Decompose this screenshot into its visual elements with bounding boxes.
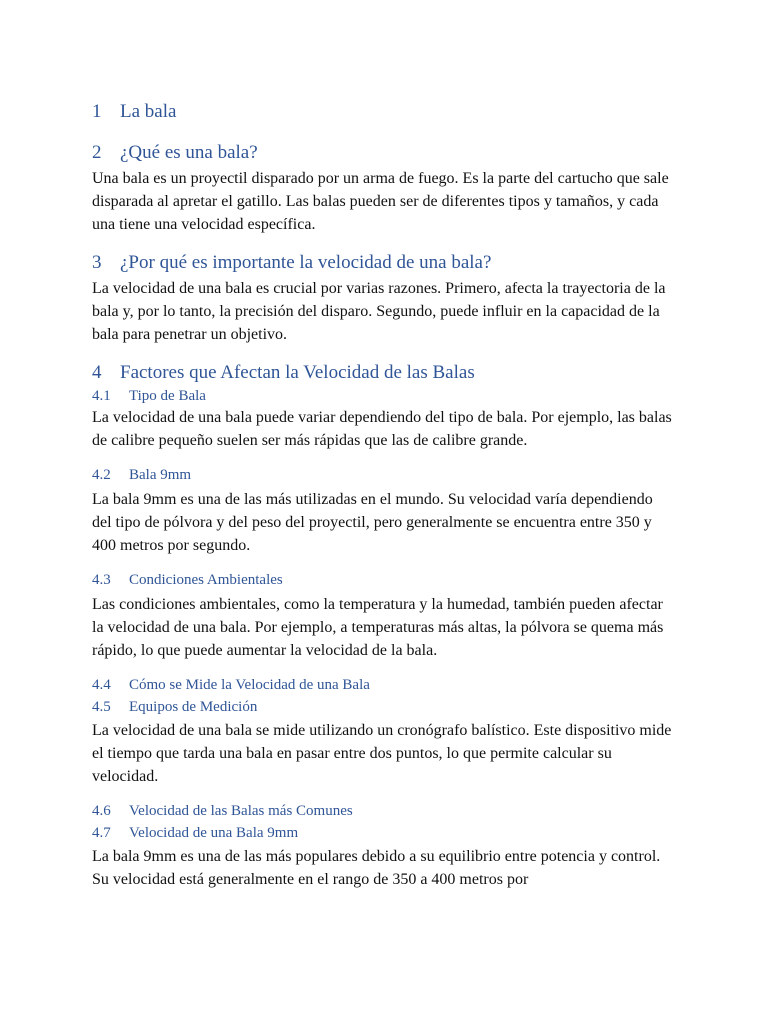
paragraph-velocidad-9mm: La bala 9mm es una de las más populares debido a su equilibrio entre potencia y control. Su velocidad está generalmente en el rango de 350 a 400 metros por xyxy=(92,848,661,888)
heading-4 xyxy=(92,360,672,386)
subheading-title: Velocidad de las Balas más Comunes xyxy=(129,803,353,819)
heading-2 xyxy=(92,140,672,166)
subheading-4-3 xyxy=(92,570,672,590)
subheading-4-6 xyxy=(92,801,672,821)
subheading-number: 4.3 xyxy=(92,572,111,588)
paragraph-condiciones-ambientales: Las condiciones ambientales, como la temperatura y la humedad, también pueden afectar la velocidad de una bala. Por ejemplo, a temperaturas más altas, la pólvora se quema más rápido, lo que puede aumentar la velocidad de la bala. xyxy=(92,596,664,659)
heading-number: 2 xyxy=(92,142,102,163)
heading-number: 4 xyxy=(92,362,102,383)
heading-title: ¿Qué es una bala? xyxy=(120,142,258,163)
heading-3 xyxy=(92,250,672,276)
heading-1 xyxy=(92,99,672,125)
subheading-title: Condiciones Ambientales xyxy=(129,572,283,588)
subheading-number: 4.1 xyxy=(92,388,111,404)
heading-title: ¿Por qué es importante la velocidad de una bala? xyxy=(120,252,492,273)
subheading-number: 4.4 xyxy=(92,677,111,693)
subheading-number: 4.7 xyxy=(92,825,111,841)
document-page xyxy=(92,99,672,891)
heading-number: 1 xyxy=(92,101,102,122)
subheading-4-2 xyxy=(92,465,672,485)
heading-number: 3 xyxy=(92,252,102,273)
subheading-4-1 xyxy=(92,386,672,406)
subheading-4-4 xyxy=(92,675,672,695)
subheading-title: Tipo de Bala xyxy=(129,388,206,404)
subheading-title: Bala 9mm xyxy=(129,467,192,483)
subheading-number: 4.6 xyxy=(92,803,111,819)
paragraph-equipos-medicion: La velocidad de una bala se mide utilizando un cronógrafo balístico. Este dispositivo mide el tiempo que tarda una bala en pasar entre dos puntos, lo que permite calcular su velocidad. xyxy=(92,722,672,785)
heading-title: La bala xyxy=(120,101,177,122)
subheading-title: Velocidad de una Bala 9mm xyxy=(129,825,299,841)
heading-title: Factores que Afectan la Velocidad de las Balas xyxy=(120,362,475,383)
subheading-title: Equipos de Medición xyxy=(129,699,258,715)
paragraph-que-es-bala: Una bala es un proyectil disparado por un arma de fuego. Es la parte del cartucho que sale disparada al apretar el gatillo. Las balas pueden ser de diferentes tipos y tamaños, y cada una tiene una velocidad específica. xyxy=(92,170,669,233)
subheading-number: 4.5 xyxy=(92,699,111,715)
subheading-4-5 xyxy=(92,697,672,717)
subheading-title: Cómo se Mide la Velocidad de una Bala xyxy=(129,677,370,693)
paragraph-bala-9mm: La bala 9mm es una de las más utilizadas en el mundo. Su velocidad varía dependiendo del tipo de pólvora y del peso del proyectil, pero generalmente se encuentra entre 350 y 400 metros por segundo. xyxy=(92,491,653,554)
paragraph-importancia-velocidad: La velocidad de una bala es crucial por varias razones. Primero, afecta la trayectoria de la bala y, por lo tanto, la precisión del disparo. Segundo, puede influir en la capacidad de la bala para penetrar un objetivo. xyxy=(92,280,666,343)
subheading-4-7 xyxy=(92,823,672,843)
subheading-number: 4.2 xyxy=(92,467,111,483)
paragraph-tipo-bala: La velocidad de una bala puede variar dependiendo del tipo de bala. Por ejemplo, las balas de calibre pequeño suelen ser más rápidas que las de calibre grande. xyxy=(92,409,672,449)
